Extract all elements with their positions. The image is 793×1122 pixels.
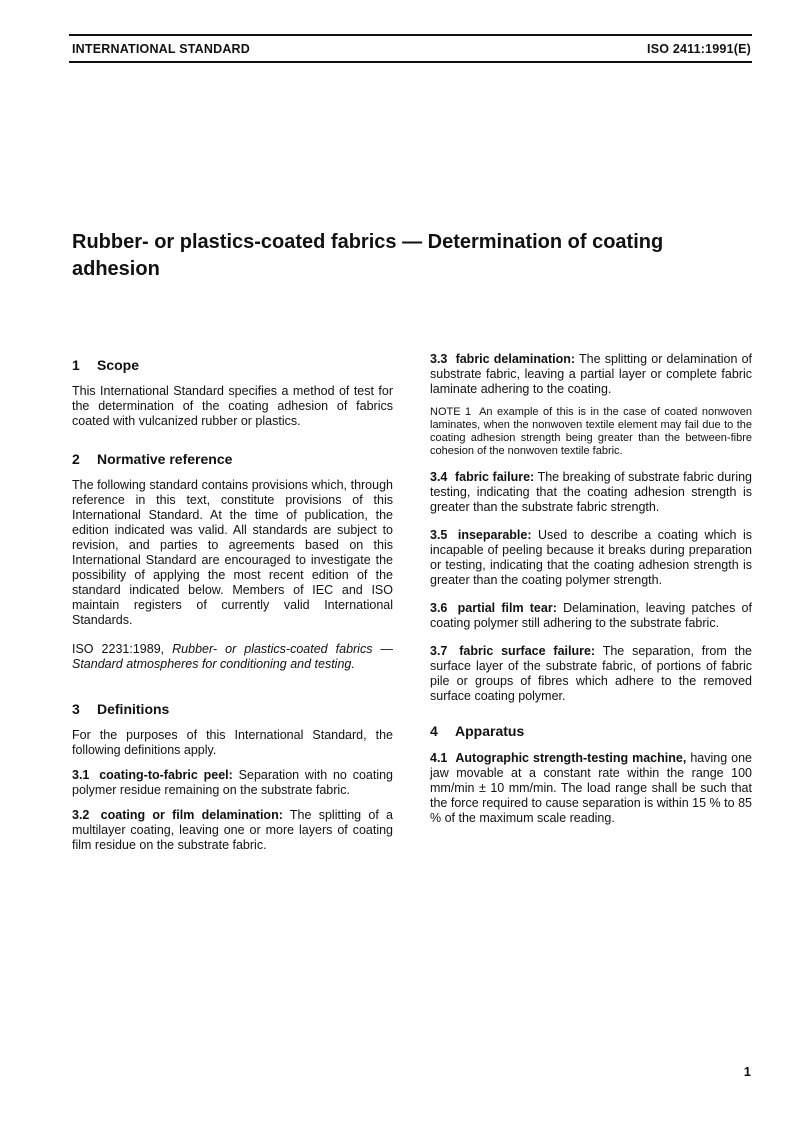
- header-document-code: ISO 2411:1991(E): [647, 42, 751, 56]
- reference-title: Rubber- or plastics-coated fabrics — Standard atmospheres for conditioning and testing.: [72, 642, 393, 671]
- definition-text: Separation with no coating polymer residue remaining on the substrate fabric.: [72, 768, 394, 797]
- definition-number: 3.1: [72, 768, 90, 782]
- note-1: [430, 406, 752, 458]
- definition-3-1: [72, 768, 393, 798]
- apparatus-item-term: Autographic strength-testing machine,: [455, 751, 687, 765]
- definition-number: 3.7: [430, 644, 448, 658]
- section-number: 4: [430, 723, 438, 739]
- apparatus-4-1: [430, 751, 752, 826]
- definition-term: coating or film delamination:: [100, 808, 283, 822]
- section-number: 3: [72, 701, 80, 717]
- apparatus-item-number: 4.1: [430, 751, 448, 765]
- definition-3-4: [430, 470, 752, 515]
- definition-3-7: [430, 644, 752, 704]
- section-number: 1: [72, 357, 80, 373]
- header-rule-bottom: [69, 61, 752, 63]
- definition-term: inseparable:: [457, 528, 532, 542]
- section-title: Apparatus: [455, 723, 525, 739]
- definition-text: The separation, from the surface layer of the substrate fabric, of portions of fabric pile or groups of fibres which adhere to the removed surface coating polymer.: [430, 644, 752, 703]
- definition-number: 3.4: [430, 470, 448, 484]
- header-standard-type: INTERNATIONAL STANDARD: [72, 42, 251, 56]
- note-text: An example of this is in the case of coated nonwoven laminates, when the nonwoven textile element may fail due to the coating adhesion strength being greater than the between-fibre cohesion of the nonwoven textile fabric.: [430, 406, 752, 457]
- definition-number: 3.5: [430, 528, 448, 542]
- section-number: 2: [72, 451, 80, 467]
- section-heading-apparatus: [430, 722, 752, 740]
- definition-text: The splitting of a multilayer coating, leaving one or more layers of coating film residue on the substrate fabric.: [72, 808, 394, 852]
- definition-term: coating-to-fabric peel:: [99, 768, 233, 782]
- normative-reference-entry: [72, 642, 393, 672]
- definition-3-3: [430, 352, 752, 397]
- definition-3-5: [430, 528, 752, 588]
- section-heading-scope: [72, 356, 393, 374]
- definition-text: The breaking of substrate fabric during testing, indicating that the coating adhesion strength is greater than the substrate fabric strength.: [430, 470, 753, 514]
- definition-term: partial film tear:: [457, 601, 557, 615]
- right-column: [430, 352, 752, 826]
- note-label: NOTE 1: [430, 406, 472, 418]
- section-heading-definitions: [72, 700, 393, 718]
- apparatus-item-text: having one jaw movable at a constant rate within the range 100 mm/min ± 10 mm/min. The load range shall be such that the force required to cause separation is within 15 % to 85 % of the maximum scale reading.: [430, 751, 752, 825]
- definition-text: Used to describe a coating which is incapable of peeling because it breaks during preparation or testing, indicating that the coating adhesion strength is greater than the coating polymer strength.: [430, 528, 752, 587]
- definition-term: fabric surface failure:: [459, 644, 596, 658]
- definition-number: 3.2: [72, 808, 90, 822]
- section-title: Scope: [97, 357, 140, 373]
- left-column: [72, 352, 393, 853]
- reference-code: ISO 2231:1989,: [72, 642, 165, 656]
- section-title: Normative reference: [97, 451, 233, 467]
- definition-term: fabric delamination:: [455, 352, 576, 366]
- section-heading-normative: [72, 450, 393, 468]
- definition-3-2: [72, 808, 393, 853]
- section-title: Definitions: [97, 701, 170, 717]
- page-number: 1: [743, 1064, 751, 1079]
- definition-text: The splitting or delamination of substrate fabric, leaving a partial layer or complete fabric laminate adhering to the coating.: [430, 352, 752, 396]
- definition-3-6: [430, 601, 752, 631]
- definition-term: fabric failure:: [454, 470, 535, 484]
- normative-text: The following standard contains provisions which, through reference in this text, constitute provisions of this International Standard. At the time of publication, the edition indicated was valid. All standards are subject to revision, and parties to agreements based on this International Standard are encouraged to investigate the possibility of applying the most recent edition of the standard indicated below. Members of IEC and ISO maintain registers of currently valid International Standards.: [72, 478, 393, 627]
- scope-text: This International Standard specifies a method of test for the determination of the coating adhesion of fabrics coated with vulcanized rubber or plastics.: [72, 384, 393, 428]
- header-rule-top: [69, 34, 752, 36]
- definitions-intro: For the purposes of this International Standard, the following definitions apply.: [72, 728, 393, 757]
- definition-text: Delamination, leaving patches of coating polymer still adhering to the substrate fabric.: [430, 601, 752, 630]
- definition-number: 3.3: [430, 352, 448, 366]
- document-title: Rubber- or plastics-coated fabrics — Determination of coating adhesion: [72, 231, 664, 280]
- definition-number: 3.6: [430, 601, 448, 615]
